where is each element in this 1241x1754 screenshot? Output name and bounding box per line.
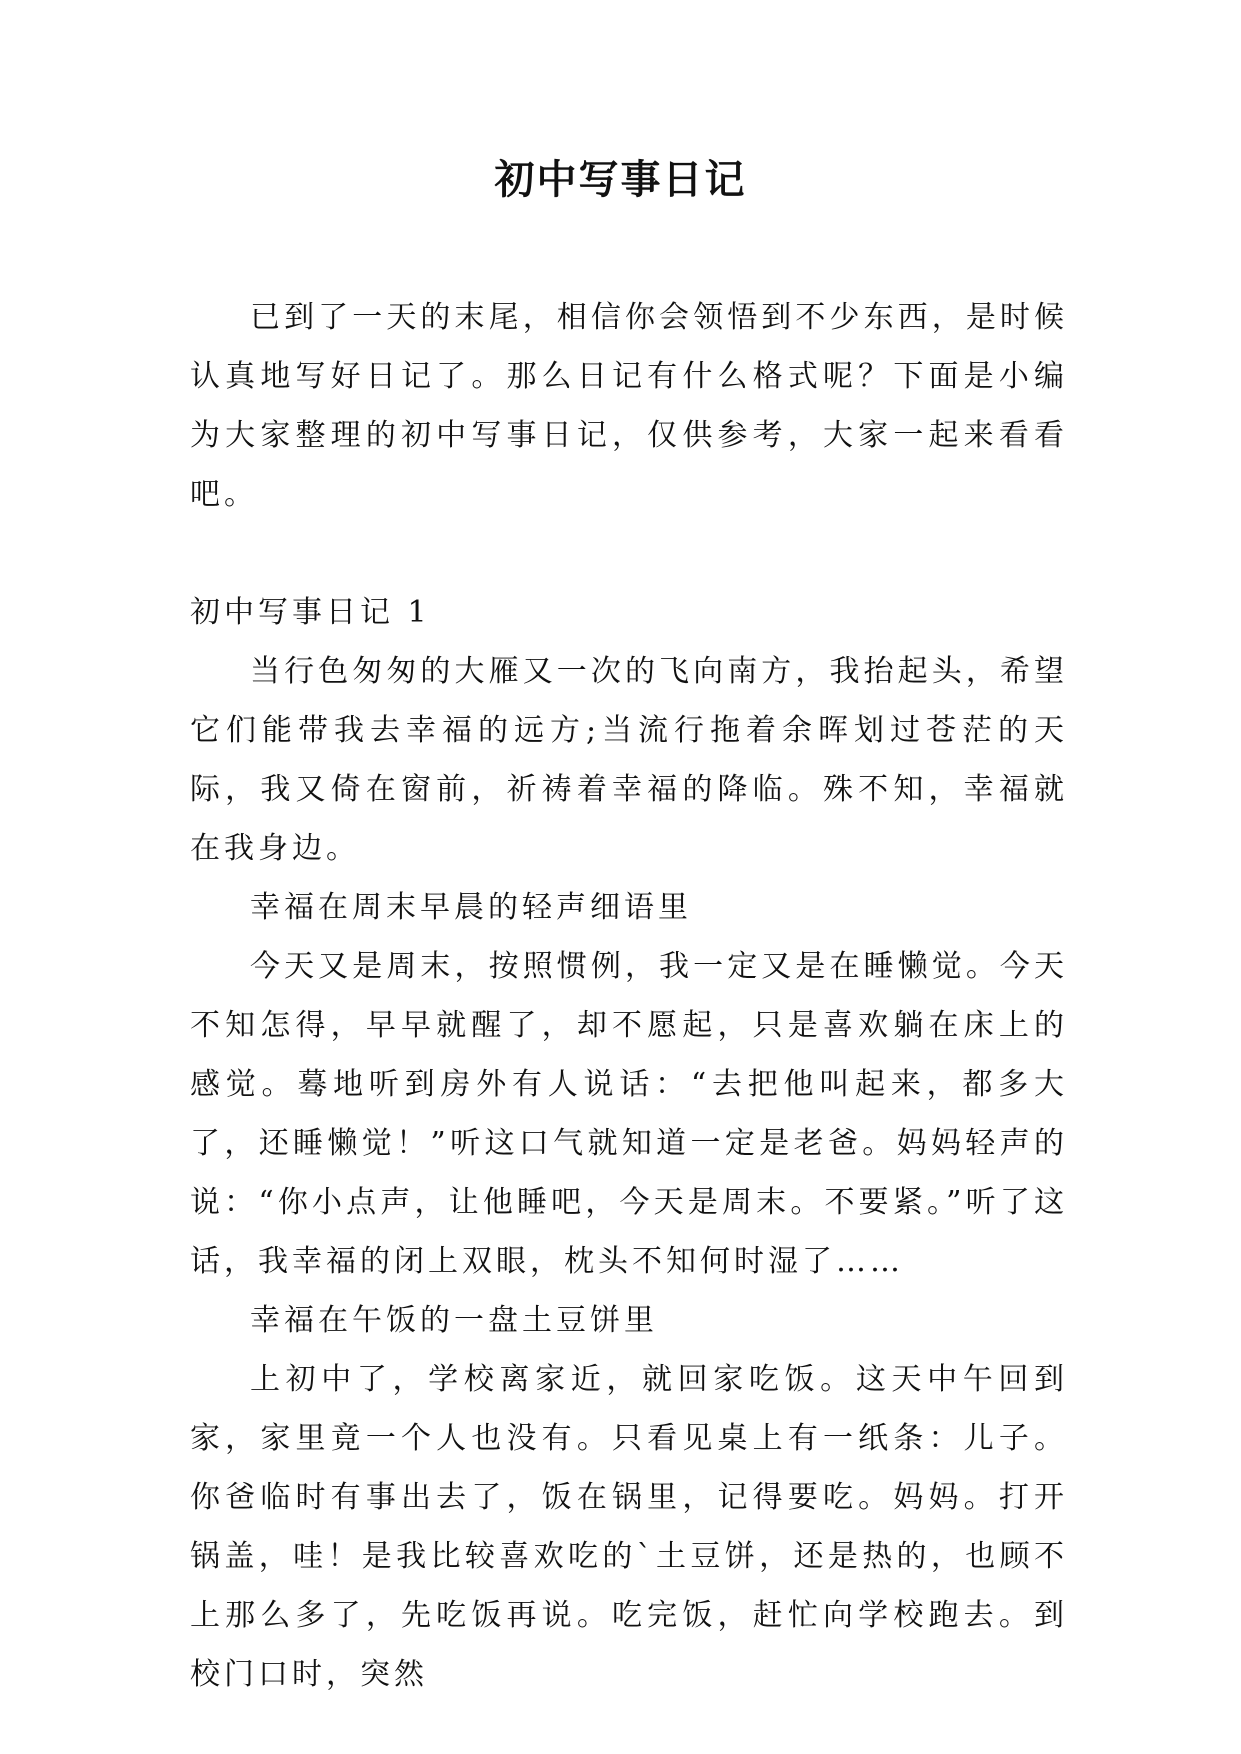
subheading-paragraph: 幸福在午饭的一盘土豆饼里 [250, 1303, 658, 1338]
subheading-paragraph: 幸福在周末早晨的轻声细语里 [250, 890, 692, 925]
document-title: 初中写事日记 [494, 157, 747, 203]
intro-paragraph: 已到了一天的末尾，相信你会领悟到不少东西，是时候认真地写好日记了。那么日记有什么格式呢？下面是小编为大家整理的初中写事日记，仅供参考，大家一起来看看吧。 [190, 300, 1068, 512]
body-paragraph: 今天又是周末，按照惯例，我一定又是在睡懒觉。今天不知怎得，早早就醒了，却不愿起，只是喜欢躺在床上的感觉。蓦地听到房外有人说话：“去把他叫起来，都多大了，还睡懒觉！”听这口气就知道一定是老爸。妈妈轻声的说：“你小点声，让他睡吧，今天是周末。不要紧。”听了这话，我幸福的闭上双眼，枕头不知何时湿了…… [190, 949, 1068, 1279]
section-heading: 初中写事日记 1 [190, 595, 431, 630]
paragraph-gap [190, 524, 1068, 583]
body-paragraph: 当行色匆匆的大雁又一次的飞向南方，我抬起头，希望它们能带我去幸福的远方;当流行拖着余晖划过苍茫的天际，我又倚在窗前，祈祷着幸福的降临。殊不知，幸福就在我身边。 [190, 654, 1068, 866]
body-paragraph: 上初中了，学校离家近，就回家吃饭。这天中午回到家，家里竟一个人也没有。只看见桌上有一纸条：儿子。你爸临时有事出去了，饭在锅里，记得要吃。妈妈。打开锅盖，哇！是我比较喜欢吃的`土豆饼，还是热的，也顾不上那么多了，先吃饭再说。吃完饭，赶忙向学校跑去。到校门口时，突然 [190, 1362, 1068, 1692]
document-body [190, 288, 1068, 1704]
